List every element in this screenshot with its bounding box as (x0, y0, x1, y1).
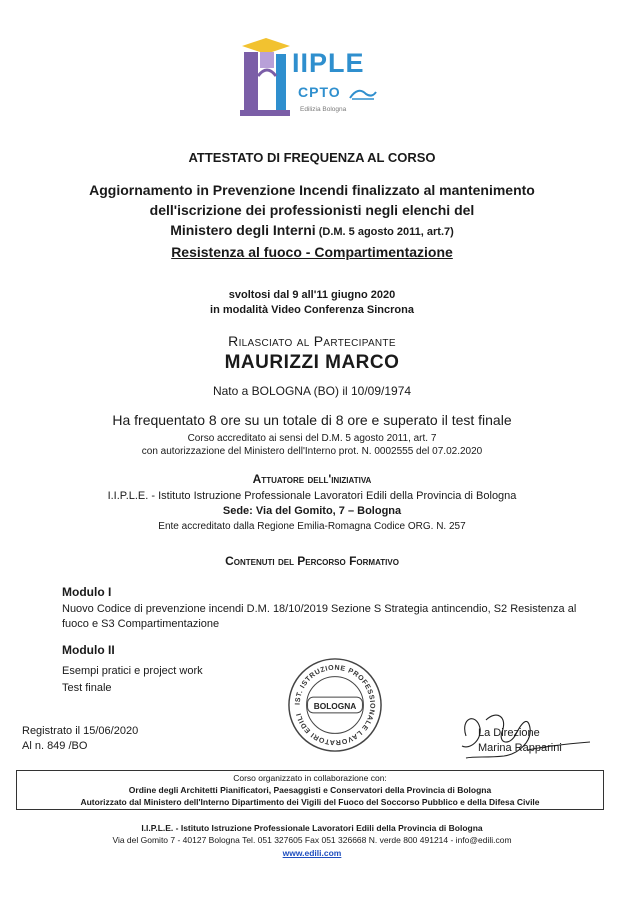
signature-block (478, 726, 562, 756)
iiple-logo (236, 36, 384, 122)
certificate-heading: ATTESTATO DI FREQUENZA AL CORSO (188, 150, 436, 165)
module2-text1: Esempi pratici e project work (62, 665, 203, 677)
course-dates-line1: svoltosi dal 9 all'11 giugno 2020 (228, 289, 396, 301)
signature-role: La Direzione (478, 727, 540, 739)
arch-logo-icon (236, 36, 296, 122)
registration-date: Registrato il 15/06/2020 (22, 725, 139, 737)
module2-title: Modulo II (62, 643, 115, 657)
participant-name: MAURIZZI MARCO (224, 352, 400, 373)
logo-subtitle: CPTO (298, 84, 341, 100)
footer-organization: I.I.P.L.E. - Istituto Istruzione Professionale Lavoratori Edili della Provincia di Bologna (141, 823, 483, 833)
collaboration-partner: Ordine degli Architetti Pianificatori, Paesaggisti e Conservatori della Provincia di Bologna (128, 785, 492, 795)
organizer-heading: Attuatore dell'iniziativa (252, 472, 372, 486)
registration-info (22, 724, 138, 754)
contents-heading: Contenuti del Percorso Formativo (225, 554, 399, 568)
course-mode: in modalità Video Conferenza Sincrona (210, 304, 414, 316)
footer-website-link[interactable]: www.edili.com (282, 848, 342, 858)
organizer-accreditation: Ente accreditato dalla Regione Emilia-Romagna Codice ORG. N. 257 (158, 521, 466, 532)
course-dates (0, 288, 624, 318)
course-title-line3: Ministero degli Interni (D.M. 5 agosto 2011, art.7) (170, 222, 454, 238)
registration-number: Al n. 849 /BO (22, 740, 88, 752)
accreditation-note (0, 432, 624, 458)
birth-info: Nato a BOLOGNA (BO) il 10/09/1974 (212, 384, 412, 398)
course-title-line2: dell'iscrizione dei professionisti negli elenchi del (149, 202, 475, 218)
module1-text: Nuovo Codice di prevenzione incendi D.M. 18/10/2019 Sezione S Strategia antincendio, S2 Resistenza al fuoco e S3 Compartimentazione (62, 603, 577, 630)
stamp-center-text: BOLOGNA (313, 700, 357, 711)
wave-icon (348, 86, 378, 100)
module2-text2: Test finale (62, 682, 112, 694)
collaboration-box (16, 770, 604, 810)
accreditation-line2: con autorizzazione del Ministero dell'Interno prot. N. 0002555 del 07.02.2020 (141, 446, 483, 457)
organizer-address: Sede: Via del Gomito, 7 – Bologna (222, 505, 402, 517)
attendance-statement: Ha frequentato 8 ore su un totale di 8 ore e superato il test finale (112, 412, 512, 428)
signature-name: Marina Rapparini (478, 742, 562, 754)
organizer-info (0, 489, 624, 534)
footer-contacts: Via del Gomito 7 - 40127 Bologna Tel. 051 327605 Fax 051 326668 N. verde 800 491214 - info@edili.com (112, 835, 512, 845)
accreditation-line1: Corso accreditato ai sensi del D.M. 5 agosto 2011, art. 7 (187, 433, 437, 444)
course-title (0, 180, 624, 262)
issued-to-label: Rilasciato al Partecipante (228, 333, 396, 349)
stamp-ring-text: IST. ISTRUZIONE PROFESSIONALE LAVORATORI EDILI (294, 664, 376, 746)
logo-tagline: Edilizia Bologna (300, 106, 347, 113)
collaboration-authorization: Autorizzato dal Ministero dell'Interno Dipartimento dei Vigili del Fuoco del Soccorso Pubblico e della Difesa Civile (80, 797, 540, 807)
course-subtitle: Resistenza al fuoco - Compartimentazione (171, 244, 453, 260)
module1-title: Modulo I (62, 585, 112, 599)
collaboration-intro: Corso organizzato in collaborazione con: (233, 773, 387, 783)
logo-title: IIPLE (292, 48, 365, 78)
organizer-name: I.I.P.L.E. - Istituto Istruzione Professionale Lavoratori Edili della Provincia di Bologna (107, 490, 517, 502)
official-stamp (286, 656, 384, 754)
course-title-line1: Aggiornamento in Prevenzione Incendi finalizzato al mantenimento (89, 182, 535, 198)
